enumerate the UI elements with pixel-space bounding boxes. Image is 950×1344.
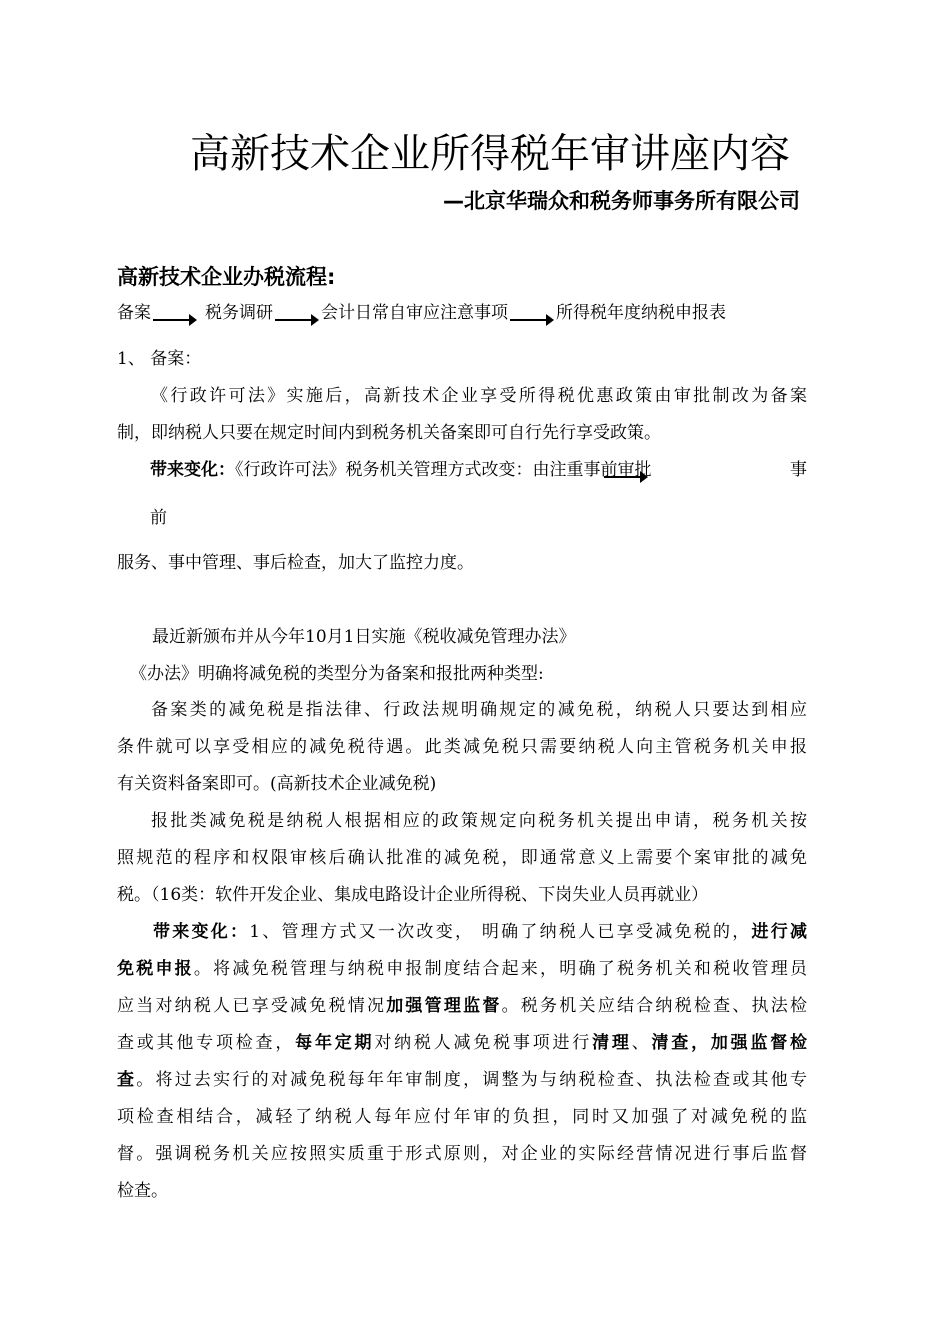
paragraph-line: 有关资料备案即可。(高新技术企业减免税)	[117, 774, 437, 794]
paragraph-approval-type	[117, 803, 807, 914]
paragraph-line: 照规范的程序和权限审核后确认批准的减免税，即通常意义上需要个案审批的减免	[117, 848, 807, 868]
paragraph-filing-type	[117, 692, 807, 803]
paragraph-line	[117, 1025, 807, 1062]
change-line: 前	[150, 508, 167, 528]
change-label: 带来变化：	[150, 460, 235, 480]
change-line: 服务、事中管理、事后检查，加大了监控力度。	[117, 553, 474, 573]
paragraph-filing	[117, 378, 807, 452]
flow-step: 所得税年度纳税申报表	[556, 303, 726, 323]
paragraph-changes	[117, 914, 807, 1210]
change-text: 《行政许可法》税务机关管理方式改变：由注重事前审批	[235, 460, 652, 480]
flow-step: 会计日常自审应注意事项	[321, 303, 508, 323]
arrow-right-icon	[275, 312, 319, 326]
paragraph-line: 督。强调税务机关应按照实质重于形式原则，对企业的实际经营情况进行事后监督	[117, 1144, 807, 1164]
text: 。将减免税管理与纳税申报制度结合起来，明确了税务机关和税收管理员	[193, 959, 808, 979]
item-label: 1、 备案：	[117, 349, 202, 369]
text: 、	[631, 1033, 652, 1053]
text: 对纳税人减免税事项进行	[374, 1033, 593, 1053]
process-flow	[117, 298, 726, 328]
paragraph-line: 检查。	[117, 1181, 168, 1201]
paragraph-line	[117, 914, 807, 951]
bold-text: 免税申报	[117, 959, 194, 979]
paragraph-line: 备案类的减免税是指法律、行政法规明确规定的减免税，纳税人只要达到相应	[151, 700, 807, 720]
text: 1、管理方式又一次改变， 明确了纳税人已享受减免税的，	[249, 922, 752, 942]
bold-text: 进行减	[751, 922, 808, 942]
paragraph-line: 项检查相结合，减轻了纳税人每年应付年审的负担，同时又加强了对减免税的监	[117, 1107, 807, 1127]
flow-step: 备案	[117, 303, 151, 323]
flow-step: 税务调研	[205, 303, 273, 323]
bold-text: 清理	[592, 1033, 632, 1053]
bold-text: 清查，加强监督检	[651, 1033, 808, 1053]
change-text-tail: 事	[790, 460, 807, 480]
paragraph-line: 条件就可以享受相应的减免税待遇。此类减免税只需要纳税人向主管税务机关申报	[117, 737, 807, 757]
arrow-right-icon	[153, 312, 197, 326]
arrow-right-icon	[510, 312, 554, 326]
bold-text: 每年定期	[295, 1033, 375, 1053]
paragraph-line: 最近新颁布并从今年10月1日实施《税收减免管理办法》	[152, 627, 576, 647]
document-subtitle: —北京华瑞众和税务师事务所有限公司	[443, 189, 800, 213]
text: 应当对纳税人已享受减免税情况	[117, 996, 387, 1016]
document-title: 高新技术企业所得税年审讲座内容	[190, 131, 790, 177]
paragraph-line	[117, 988, 807, 1025]
bold-text: 加强管理监督	[386, 996, 502, 1016]
change-line	[150, 452, 807, 489]
text: 。税务机关应结合纳税检查、执法检	[501, 996, 808, 1016]
paragraph-line	[117, 1062, 807, 1099]
text: 。将过去实行的对减免税每年年审制度，调整为与纳税检查、执法检查或其他专	[136, 1070, 808, 1090]
bold-text: 查	[117, 1070, 137, 1090]
paragraph-line: 《办法》明确将减免税的类型分为备案和报批两种类型:	[130, 664, 544, 684]
text: 查或其他专项检查，	[117, 1033, 296, 1053]
paragraph-line: 《行政许可法》实施后，高新技术企业享受所得税优惠政策由审批制改为备案	[151, 386, 807, 406]
arrow-right-icon	[604, 469, 648, 483]
paragraph-line	[117, 951, 807, 988]
bold-text: 带来变化：	[153, 922, 250, 942]
paragraph-line: 制，即纳税人只要在规定时间内到税务机关备案即可自行先行享受政策。	[117, 423, 661, 443]
paragraph-line: 报批类减免税是纳税人根据相应的政策规定向税务机关提出申请，税务机关按	[151, 811, 807, 831]
section-heading: 高新技术企业办税流程:	[117, 265, 336, 289]
paragraph-line: 税。（16类：软件开发企业、集成电路设计企业所得税、下岗失业人员再就业）	[117, 885, 709, 905]
